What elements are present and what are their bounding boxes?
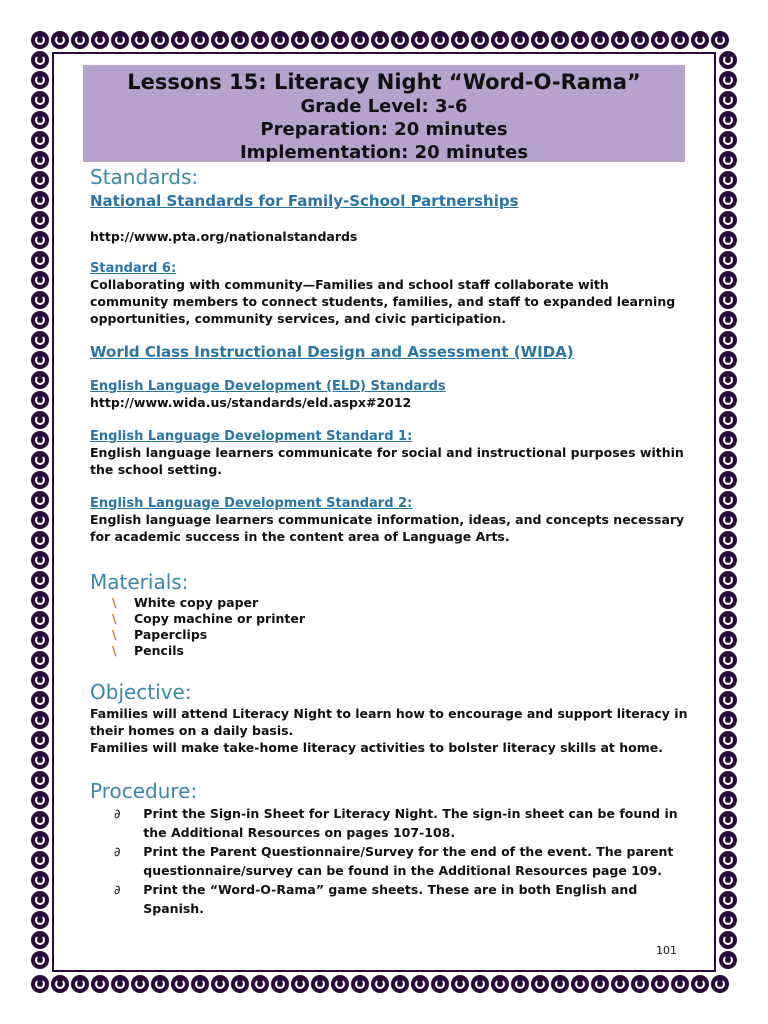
swirl-border-icon	[651, 31, 669, 49]
swirl-border-icon	[719, 771, 737, 789]
lesson-title: Lessons 15: Literacy Night “Word-O-Rama”	[127, 70, 641, 94]
swirl-border-icon	[719, 611, 737, 629]
swirl-border-icon	[31, 471, 49, 489]
swirl-border-icon	[719, 471, 737, 489]
swirl-border-icon	[71, 31, 89, 49]
swirl-border-icon	[719, 91, 737, 109]
swirl-border-icon	[719, 671, 737, 689]
swirl-border-icon	[31, 91, 49, 109]
swirl-border-icon	[171, 31, 189, 49]
swirl-border-icon	[151, 975, 169, 993]
swirl-border-icon	[211, 975, 229, 993]
swirl-border-icon	[31, 171, 49, 189]
swirl-border-icon	[31, 591, 49, 609]
frame-line-right	[714, 52, 716, 972]
implementation-time: Implementation: 20 minutes	[239, 142, 529, 163]
swirl-border-icon	[191, 31, 209, 49]
swirl-border-icon	[31, 871, 49, 889]
swirl-border-icon	[719, 691, 737, 709]
nsfsp-title-link[interactable]: National Standards for Family-School Partnerships	[90, 192, 519, 210]
swirl-border-icon	[131, 31, 149, 49]
swirl-border-icon	[719, 631, 737, 649]
materials-list	[90, 595, 690, 659]
swirl-border-icon	[31, 891, 49, 909]
swirl-border-icon	[151, 31, 169, 49]
swirl-border-icon	[571, 975, 589, 993]
swirl-border-icon	[311, 975, 329, 993]
swirl-border-icon	[719, 711, 737, 729]
standard-6-title[interactable]: Standard 6:	[90, 261, 177, 276]
swirl-border-icon	[719, 311, 737, 329]
swirl-border-icon	[291, 975, 309, 993]
swirl-border-icon	[719, 851, 737, 869]
list-item: \ Copy machine or printer	[90, 611, 690, 627]
swirl-border-icon	[611, 975, 629, 993]
swirl-border-icon	[691, 31, 709, 49]
swirl-border-icon	[31, 611, 49, 629]
swirl-border-icon	[31, 491, 49, 509]
swirl-border-icon	[719, 751, 737, 769]
slash-bullet-icon: \	[112, 627, 117, 642]
swirl-border-icon	[719, 211, 737, 229]
frame-line-left	[52, 52, 54, 972]
swirl-border-icon	[91, 975, 109, 993]
swirl-border-icon	[31, 531, 49, 549]
swirl-border-icon	[719, 951, 737, 969]
swirl-border-icon	[719, 411, 737, 429]
swirl-border-icon	[351, 31, 369, 49]
swirl-border-icon	[691, 975, 709, 993]
list-item: \ Paperclips	[90, 627, 690, 643]
swirl-border-icon	[31, 291, 49, 309]
swirl-border-icon	[31, 391, 49, 409]
swirl-border-icon	[719, 191, 737, 209]
list-item: \ Pencils	[90, 643, 690, 659]
swirl-border-icon	[31, 651, 49, 669]
border-top	[30, 30, 730, 50]
eld-standard-1-title[interactable]: English Language Development Standard 1:	[90, 429, 413, 444]
swirl-border-icon	[719, 931, 737, 949]
swirl-border-icon	[31, 731, 49, 749]
swirl-border-icon	[31, 631, 49, 649]
swirl-border-icon	[719, 651, 737, 669]
swirl-border-icon	[719, 371, 737, 389]
swirl-border-icon	[31, 975, 49, 993]
swirl-border-icon	[719, 171, 737, 189]
swirl-border-icon	[251, 31, 269, 49]
swirl-border-icon	[431, 31, 449, 49]
swirl-border-icon	[31, 311, 49, 329]
swirl-border-icon	[31, 371, 49, 389]
swirl-border-icon	[451, 975, 469, 993]
swirl-border-icon	[671, 975, 689, 993]
swirl-border-icon	[719, 231, 737, 249]
objective-heading: Objective:	[90, 680, 192, 704]
lesson-content	[90, 164, 690, 918]
swirl-border-icon	[271, 975, 289, 993]
swirl-border-icon	[31, 511, 49, 529]
swirl-border-icon	[71, 975, 89, 993]
swirl-border-icon	[31, 671, 49, 689]
swirl-border-icon	[719, 871, 737, 889]
swirl-border-icon	[719, 831, 737, 849]
swirl-border-icon	[371, 31, 389, 49]
swirl-border-icon	[511, 975, 529, 993]
swirl-border-icon	[491, 975, 509, 993]
frame-line-top	[52, 52, 716, 54]
procedure-list	[90, 804, 690, 918]
procedure-heading: Procedure:	[90, 779, 198, 803]
swirl-border-icon	[719, 151, 737, 169]
swirl-border-icon	[471, 31, 489, 49]
materials-heading: Materials:	[90, 570, 189, 594]
swirl-border-icon	[31, 831, 49, 849]
border-left	[30, 50, 50, 970]
swirl-border-icon	[491, 31, 509, 49]
border-right	[718, 50, 738, 970]
swirl-border-icon	[31, 691, 49, 709]
swirl-border-icon	[719, 71, 737, 89]
swirl-border-icon	[611, 31, 629, 49]
swirl-border-icon	[551, 31, 569, 49]
swirl-border-icon	[719, 131, 737, 149]
swirl-border-icon	[31, 931, 49, 949]
swirl-border-icon	[191, 975, 209, 993]
swirl-border-icon	[719, 811, 737, 829]
objective-line-2: Families will make take-home literacy activities to bolster literacy skills at home.	[90, 740, 663, 755]
swirl-border-icon	[271, 31, 289, 49]
swirl-border-icon	[31, 451, 49, 469]
eld-standard-2-text: English language learners communicate information, ideas, and concepts necessary for academic success in the content area of Language Arts.	[90, 512, 685, 544]
swirl-border-icon	[51, 31, 69, 49]
swirl-border-icon	[719, 511, 737, 529]
swirl-border-icon	[331, 31, 349, 49]
swirl-border-icon	[531, 31, 549, 49]
swirl-border-icon	[211, 31, 229, 49]
swirl-border-icon	[31, 431, 49, 449]
swirl-border-icon	[719, 111, 737, 129]
swirl-border-icon	[719, 491, 737, 509]
swirl-border-icon	[31, 191, 49, 209]
swirl-border-icon	[31, 131, 49, 149]
swirl-border-icon	[719, 271, 737, 289]
swirl-border-icon	[651, 975, 669, 993]
eld-standard-1-text: English language learners communicate for social and instructional purposes within the school setting.	[90, 445, 684, 477]
swirl-border-icon	[591, 31, 609, 49]
swirl-border-icon	[719, 351, 737, 369]
swirl-border-icon	[719, 791, 737, 809]
swirl-border-icon	[231, 31, 249, 49]
swirl-border-icon	[31, 211, 49, 229]
swirl-border-icon	[51, 975, 69, 993]
swirl-border-icon	[571, 31, 589, 49]
swirl-border-icon	[719, 391, 737, 409]
swirl-border-icon	[591, 975, 609, 993]
swirl-border-icon	[111, 975, 129, 993]
nsfsp-url: http://www.pta.org/nationalstandards	[90, 229, 358, 244]
swirl-border-icon	[31, 71, 49, 89]
swirl-border-icon	[31, 771, 49, 789]
eld-standards-title[interactable]: English Language Development (ELD) Standards	[90, 379, 446, 394]
swirl-border-icon	[31, 811, 49, 829]
swirl-border-icon	[451, 31, 469, 49]
swirl-border-icon	[91, 31, 109, 49]
swirl-border-icon	[371, 975, 389, 993]
swirl-border-icon	[31, 331, 49, 349]
swirl-border-icon	[551, 975, 569, 993]
swirl-border-icon	[719, 591, 737, 609]
swirl-border-icon	[31, 551, 49, 569]
list-item: ∂ Print the Sign-in Sheet for Literacy Night. The sign-in sheet can be found in the Additional Resources on pages 107-108.	[90, 804, 690, 842]
swirl-border-icon	[31, 231, 49, 249]
wida-title-link[interactable]: World Class Instructional Design and Assessment (WIDA)	[90, 343, 574, 361]
lesson-header-banner	[83, 65, 685, 162]
swirl-border-icon	[719, 431, 737, 449]
swirl-border-icon	[31, 351, 49, 369]
standards-heading: Standards:	[90, 165, 199, 189]
list-item: \ White copy paper	[90, 595, 690, 611]
swirl-border-icon	[711, 31, 729, 49]
list-item: ∂ Print the Parent Questionnaire/Survey for the end of the event. The parent questionnaire/survey can be found in the Additional Resources page 109.	[90, 842, 690, 880]
swirl-border-icon	[719, 291, 737, 309]
swirl-border-icon	[471, 975, 489, 993]
partial-bullet-icon: ∂	[114, 844, 121, 859]
swirl-border-icon	[31, 791, 49, 809]
swirl-border-icon	[31, 31, 49, 49]
partial-bullet-icon: ∂	[114, 882, 121, 897]
swirl-border-icon	[631, 975, 649, 993]
swirl-border-icon	[31, 411, 49, 429]
swirl-border-icon	[719, 51, 737, 69]
swirl-border-icon	[31, 251, 49, 269]
swirl-border-icon	[131, 975, 149, 993]
swirl-border-icon	[411, 975, 429, 993]
swirl-border-icon	[351, 975, 369, 993]
swirl-border-icon	[391, 975, 409, 993]
slash-bullet-icon: \	[112, 595, 117, 610]
swirl-border-icon	[331, 975, 349, 993]
swirl-border-icon	[31, 151, 49, 169]
swirl-border-icon	[719, 911, 737, 929]
swirl-border-icon	[231, 975, 249, 993]
swirl-border-icon	[31, 711, 49, 729]
slash-bullet-icon: \	[112, 643, 117, 658]
swirl-border-icon	[711, 975, 729, 993]
swirl-border-icon	[411, 31, 429, 49]
grade-level: Grade Level: 3-6	[300, 96, 468, 117]
swirl-border-icon	[719, 551, 737, 569]
swirl-border-icon	[31, 951, 49, 969]
standard-6-text: Collaborating with community—Families and school staff collaborate with community members to connect students, families, and staff to expanded learning opportunities, community services, and civic participation.	[90, 277, 676, 326]
swirl-border-icon	[31, 271, 49, 289]
objective-line-1: Families will attend Literacy Night to learn how to encourage and support literacy in their homes on a daily basis.	[90, 706, 688, 738]
swirl-border-icon	[111, 31, 129, 49]
preparation-time: Preparation: 20 minutes	[260, 119, 508, 140]
swirl-border-icon	[251, 975, 269, 993]
swirl-border-icon	[719, 731, 737, 749]
swirl-border-icon	[719, 451, 737, 469]
swirl-border-icon	[719, 251, 737, 269]
swirl-border-icon	[171, 975, 189, 993]
swirl-border-icon	[311, 31, 329, 49]
swirl-border-icon	[671, 31, 689, 49]
swirl-border-icon	[719, 331, 737, 349]
swirl-border-icon	[31, 851, 49, 869]
eld-standard-2-title[interactable]: English Language Development Standard 2:	[90, 496, 413, 511]
swirl-border-icon	[291, 31, 309, 49]
frame-line-bottom	[52, 970, 716, 972]
swirl-border-icon	[719, 531, 737, 549]
swirl-border-icon	[31, 911, 49, 929]
swirl-border-icon	[31, 751, 49, 769]
border-bottom	[30, 974, 730, 994]
swirl-border-icon	[31, 51, 49, 69]
partial-bullet-icon: ∂	[114, 806, 121, 821]
slash-bullet-icon: \	[112, 611, 117, 626]
list-item: ∂ Print the “Word-O-Rama” game sheets. These are in both English and Spanish.	[90, 880, 690, 918]
swirl-border-icon	[391, 31, 409, 49]
swirl-border-icon	[531, 975, 549, 993]
swirl-border-icon	[631, 31, 649, 49]
swirl-border-icon	[511, 31, 529, 49]
swirl-border-icon	[31, 571, 49, 589]
swirl-border-icon	[31, 111, 49, 129]
swirl-border-icon	[719, 891, 737, 909]
swirl-border-icon	[431, 975, 449, 993]
swirl-border-icon	[719, 571, 737, 589]
page-number: 101	[656, 944, 677, 957]
eld-url: http://www.wida.us/standards/eld.aspx#2012	[90, 395, 412, 410]
